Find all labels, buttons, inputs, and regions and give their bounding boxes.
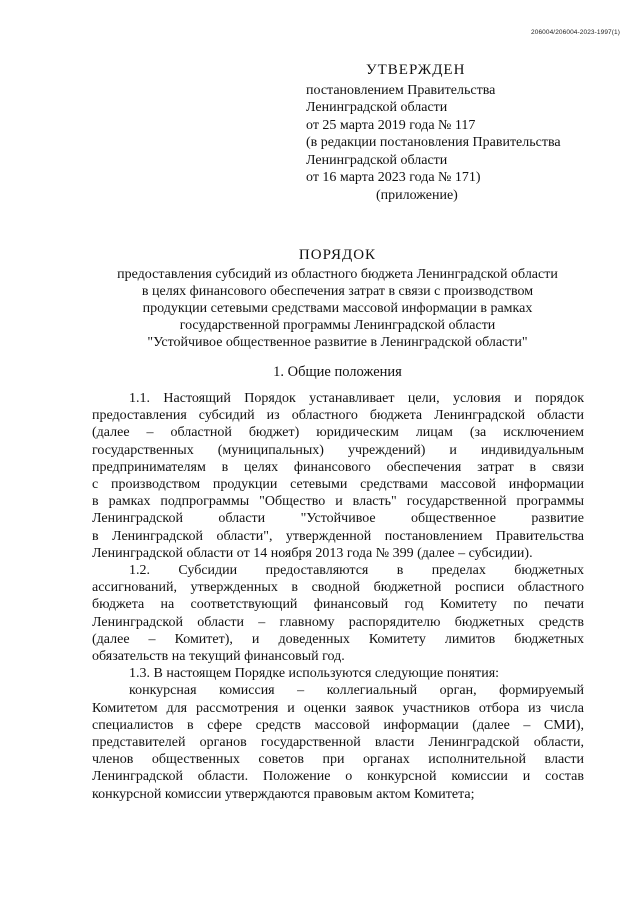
document-subtitle-line: "Устойчивое общественное развитие в Ленинградской области"	[147, 335, 528, 350]
document-title-block	[40, 247, 635, 351]
text-line: (далее – областной бюджет) юридическим лицам (за исключением	[92, 425, 584, 441]
section-heading: 1. Общие положения	[273, 364, 402, 380]
text-line: Ленинградской области. Положение о конкурсной комиссии и состав	[92, 769, 584, 785]
paragraph-1-3	[92, 665, 584, 682]
approval-appendix: (приложение)	[376, 187, 458, 203]
text-line: Ленинградской области – главному распорядителю бюджетных средств	[92, 614, 584, 630]
text-line: представителей органов государственной власти Ленинградской области,	[92, 735, 584, 751]
text-line: 1.1. Настоящий Порядок устанавливает цели, условия и порядок	[129, 391, 584, 406]
text-line: в рамках подпрограммы "Общество и власть" государственной программы	[92, 494, 584, 510]
document-title: ПОРЯДОК	[298, 247, 377, 263]
text-line: специалистов в сфере средств массовой информации (далее – СМИ),	[92, 717, 584, 733]
approval-stamp	[306, 62, 626, 204]
approval-line: от 25 марта 2019 года № 117	[306, 117, 476, 133]
paragraph-1-1	[92, 390, 584, 562]
text-line: Ленинградской области от 14 ноября 2013 года № 399 (далее – субсидии).	[92, 545, 533, 561]
approval-heading: УТВЕРЖДЕН	[366, 62, 466, 78]
text-line: государственных (муниципальных) учреждений) и индивидуальным	[92, 442, 584, 458]
approval-line: Ленинградской области	[306, 152, 448, 168]
document-subtitle-line: продукции сетевыми средствами массовой информации в рамках	[142, 301, 533, 316]
text-line: с производством продукции сетевыми средствами массовой информации	[92, 477, 584, 493]
text-line: в Ленинградской области", утвержденной постановлением Правительства	[92, 528, 584, 544]
approval-line: постановлением Правительства	[306, 82, 496, 98]
document-subtitle-line: в целях финансового обеспечения затрат в связи с производством	[141, 284, 534, 299]
text-line: бюджета на соответствующий финансовый год Комитету по печати	[92, 597, 584, 613]
text-line: Ленинградской области "Устойчивое общественное развитие	[92, 511, 584, 527]
approval-line: (в редакции постановления Правительства	[306, 135, 561, 150]
text-line: Комитетом для рассмотрения и оценки заявок участников отбора из числа	[92, 700, 584, 716]
paragraph-definition	[92, 682, 584, 802]
approval-line: от 16 марта 2023 года № 171)	[306, 170, 481, 185]
document-body	[92, 390, 584, 803]
text-line: предоставления субсидий из областного бюджета Ленинградской области	[92, 408, 584, 424]
text-line: ассигнований, утвержденных в сводной бюджетной росписи областного	[92, 580, 584, 596]
document-id: 206004/206004-2023-1997(1)	[531, 29, 620, 36]
approval-line: Ленинградской области	[306, 100, 448, 115]
paragraph-1-2	[92, 562, 584, 665]
document-subtitle-line: государственной программы Ленинградской области	[179, 318, 496, 333]
text-line: обязательств на текущий финансовый год.	[92, 649, 345, 665]
text-line: (далее – Комитет), и доведенных Комитету лимитов бюджетных	[92, 631, 584, 647]
text-line: членов общественных советов при органах исполнительной власти	[92, 752, 584, 768]
text-line: предпринимателям в целях финансового обеспечения затрат в связи	[92, 459, 584, 475]
text-line: конкурсной комиссии утверждаются правовым актом Комитета;	[92, 786, 475, 802]
text-line: 1.3. В настоящем Порядке используются следующие понятия:	[129, 666, 500, 682]
document-subtitle-line: предоставления субсидий из областного бюджета Ленинградской области	[117, 267, 558, 282]
text-line: конкурсная комиссия – коллегиальный орган, формируемый	[129, 683, 584, 699]
text-line: 1.2. Субсидии предоставляются в пределах бюджетных	[129, 563, 584, 579]
